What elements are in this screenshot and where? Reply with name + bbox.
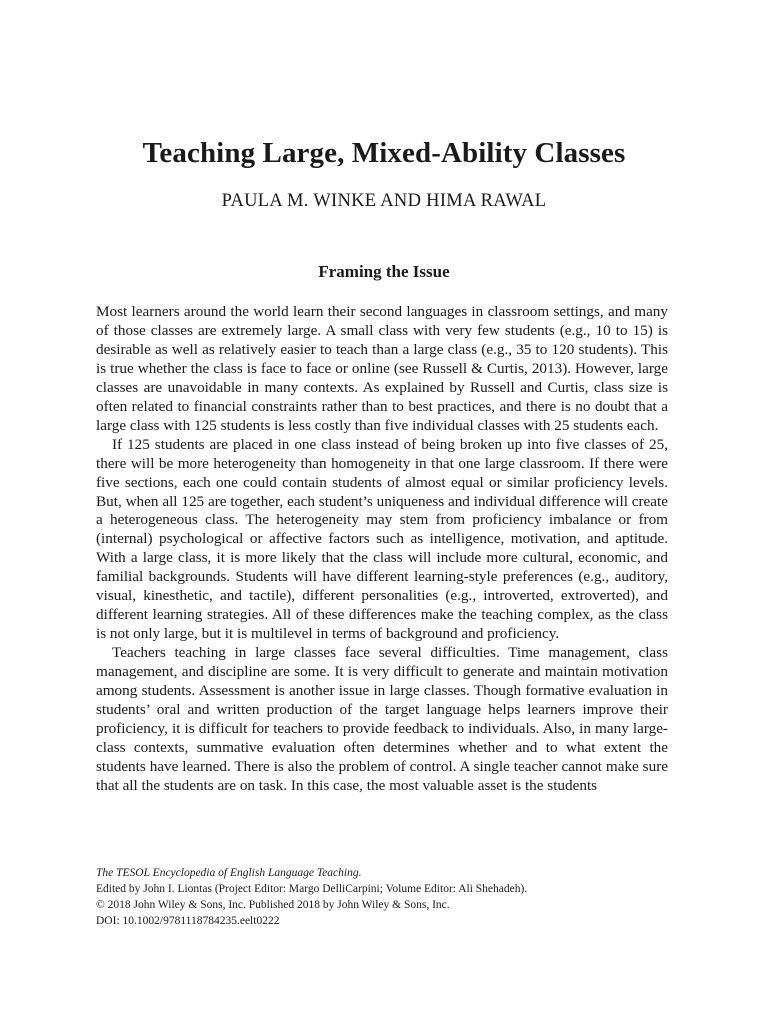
- article-title: Teaching Large, Mixed-Ability Classes: [142, 137, 626, 169]
- footer-doi: DOI: 10.1002/9781118784235.eelt0222: [96, 915, 280, 927]
- footer-copyright: © 2018 John Wiley & Sons, Inc. Published 2018 by John Wiley & Sons, Inc.: [96, 899, 450, 911]
- article-body: [96, 303, 668, 796]
- article-authors: PAULA M. WINKE AND HIMA RAWAL: [221, 191, 547, 211]
- paragraph-1: Most learners around the world learn their second languages in classroom settings, and many of those classes are extremely large. A small class with very few students (e.g., 10 to 15) is desirable as well as relatively easier to teach than a large class (e.g., 35 to 120 students). This is true whether the class is face to face or online (see Russell & Curtis, 2013). However, large classes are unavoidable in many contexts. As explained by Russell and Curtis, class size is often related to financial constraints rather than to best practices, and there is no doubt that a large class with 125 students is less costly than five individual classes with 25 students each.: [96, 303, 668, 434]
- paragraph-3: Teachers teaching in large classes face several difficulties. Time management, class management, and discipline are some. It is very difficult to generate and maintain motivation among students. Assessment is another issue in large classes. Though formative evaluation in students’ oral and written production of the target language helps learners improve their proficiency, it is difficult for teachers to provide feedback to individuals. Also, in many large-class contexts, summative evaluation often determines whether and to what extent the students have learned. There is also the problem of control. A single teacher cannot make sure that all the students are on task. In this case, the most valuable asset is the students: [96, 644, 668, 794]
- section-heading: Framing the Issue: [318, 262, 450, 281]
- footer-journal: The TESOL Encyclopedia of English Language Teaching.: [96, 867, 362, 879]
- publication-footer: [96, 865, 668, 929]
- paragraph-2: If 125 students are placed in one class instead of being broken up into five classes of 25, there will be more heterogeneity than homogeneity in that one large classroom. If there were five sections, each one could contain students of almost equal or similar proficiency levels. But, when all 125 are together, each student’s uniqueness and individual difference will create a heterogeneous class. The heterogeneity may stem from proficiency imbalance or from (internal) psychological or affective factors such as intelligence, motivation, and aptitude. With a large class, it is more likely that the class will include more cultural, economic, and familial backgrounds. Students will have different learning-style preferences (e.g., auditory, visual, kinesthetic, and tactile), different personalities (e.g., introverted, extroverted), and different learning strategies. All of these differences make the teaching complex, as the class is not only large, but it is multilevel in terms of background and proficiency.: [96, 435, 668, 643]
- footer-edited-by: Edited by John I. Liontas (Project Editor: Margo DelliCarpini; Volume Editor: Ali Shehadeh).: [96, 883, 528, 895]
